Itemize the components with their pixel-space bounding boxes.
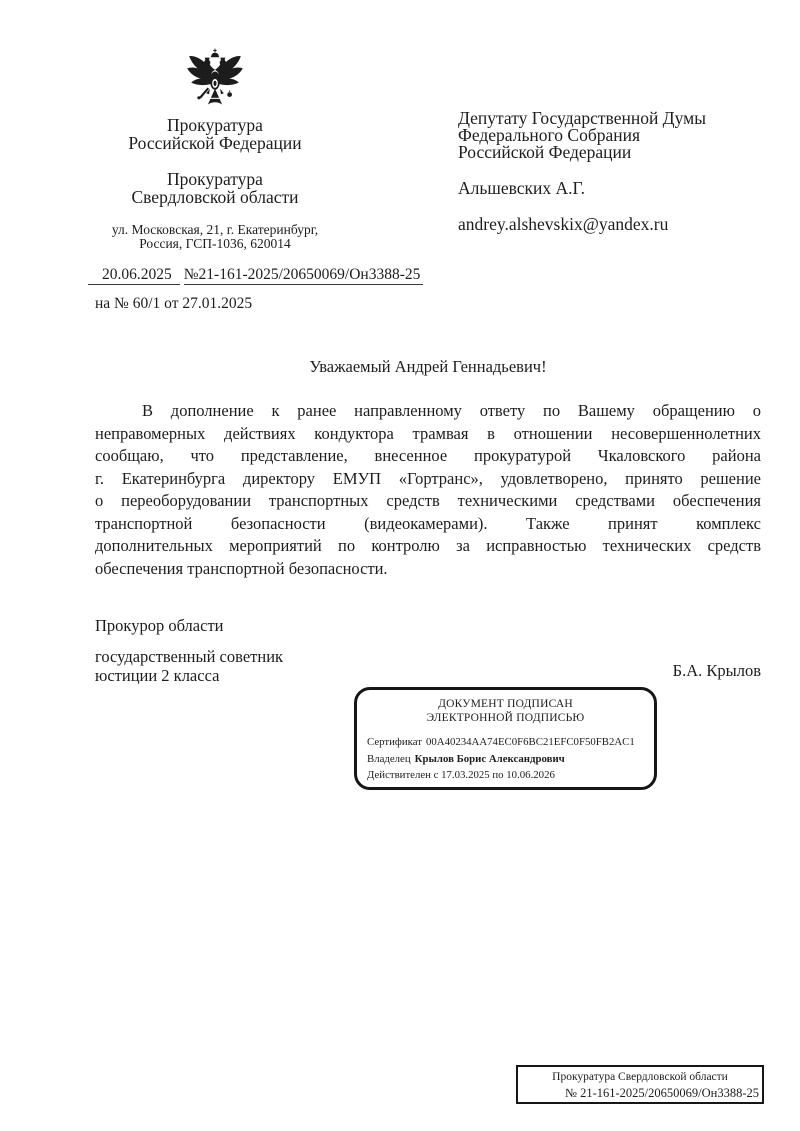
signer-position: Прокурор области bbox=[95, 616, 224, 635]
outgoing-reference bbox=[88, 266, 423, 284]
body-line: транспортной безопасности (видеокамерами). Также принят комплекс bbox=[95, 513, 761, 533]
addressee-title bbox=[458, 110, 763, 160]
body-line: сообщаю, что представление, внесенное прокуратурой Чкаловского района bbox=[95, 446, 761, 465]
body-line: о переоборудовании транспортных средств техническими средствами обеспечения bbox=[95, 491, 761, 510]
double-headed-eagle-icon bbox=[85, 48, 345, 116]
stamp-details bbox=[367, 734, 648, 784]
body-line: г. Екатеринбурга директору ЕМУП «Гортранс», удовлетворено, принято решение bbox=[95, 468, 761, 488]
stamp-title bbox=[357, 698, 654, 725]
org-regional-line1: Прокуратура bbox=[167, 169, 263, 189]
letterhead-address-line1: ул. Московская, 21, г. Екатеринбург, bbox=[111, 222, 319, 237]
esignature-stamp bbox=[354, 687, 657, 790]
registration-number: № 21-161-2025/20650069/Он3388-25 bbox=[565, 1086, 759, 1100]
org-federal-line2: Российской Федерации bbox=[128, 132, 302, 153]
registration-box bbox=[516, 1065, 764, 1104]
signer-rank-line2: юстиции 2 класса bbox=[95, 665, 220, 685]
body-line: обеспечения транспортной безопасности. bbox=[95, 558, 388, 578]
reply-reference: на № 60/1 от 27.01.2025 bbox=[95, 295, 253, 312]
addressee-name: Альшевских А.Г. bbox=[458, 178, 586, 199]
letterhead-address-line2: Россия, ГСП-1036, 620014 bbox=[139, 236, 291, 251]
stamp-title-line2: ЭЛЕКТРОННОЙ ПОДПИСЬЮ bbox=[426, 711, 585, 724]
body-line: неправомерных действиях кондуктора трамвая в отношении несовершеннолетних bbox=[95, 423, 761, 443]
addressee-email: andrey.alshevskix@yandex.ru bbox=[458, 214, 669, 235]
outgoing-date: 20.06.2025 bbox=[88, 266, 180, 285]
letterhead bbox=[85, 48, 345, 251]
letterhead-address bbox=[85, 223, 345, 251]
stamp-certificate-value: 00A40234AA74EC0F6BC21EFC0F50FB2AC1 bbox=[425, 736, 635, 748]
stamp-owner-name: Крылов Борис Александрович bbox=[414, 752, 565, 765]
addressee-line1: Депутату Государственной Думы bbox=[458, 108, 706, 128]
salutation: Уважаемый Андрей Геннадьевич! bbox=[309, 357, 547, 376]
addressee-block bbox=[458, 110, 763, 235]
addressee-line3: Российской Федерации bbox=[458, 141, 632, 162]
body-line: дополнительных мероприятий по контролю за исправностью технических средств bbox=[95, 536, 761, 555]
registration-org: Прокуратура Свердловской области bbox=[552, 1071, 728, 1083]
org-federal-line1: Прокуратура bbox=[167, 115, 263, 135]
org-regional bbox=[85, 170, 345, 206]
org-regional-line2: Свердловской области bbox=[131, 187, 299, 207]
stamp-owner-label: Владелец bbox=[367, 752, 411, 765]
org-federal bbox=[85, 117, 345, 152]
stamp-validity: Действителен с 17.03.2025 по 10.06.2026 bbox=[367, 769, 555, 781]
body-paragraph bbox=[95, 400, 761, 580]
addressee-line2: Федерального Собрания bbox=[458, 124, 641, 145]
stamp-owner bbox=[367, 751, 648, 768]
outgoing-number: №21-161-2025/20650069/Он3388-25 bbox=[184, 266, 424, 285]
stamp-certificate bbox=[367, 734, 648, 751]
stamp-certificate-label: Сертификат bbox=[367, 736, 422, 748]
signer-rank-line1: государственный советник bbox=[95, 647, 284, 666]
signer-name: Б.А. Крылов bbox=[672, 661, 761, 680]
stamp-title-line1: ДОКУМЕНТ ПОДПИСАН bbox=[438, 698, 573, 710]
body-line: В дополнение к ранее направленному ответу по Вашему обращению о bbox=[142, 401, 761, 420]
